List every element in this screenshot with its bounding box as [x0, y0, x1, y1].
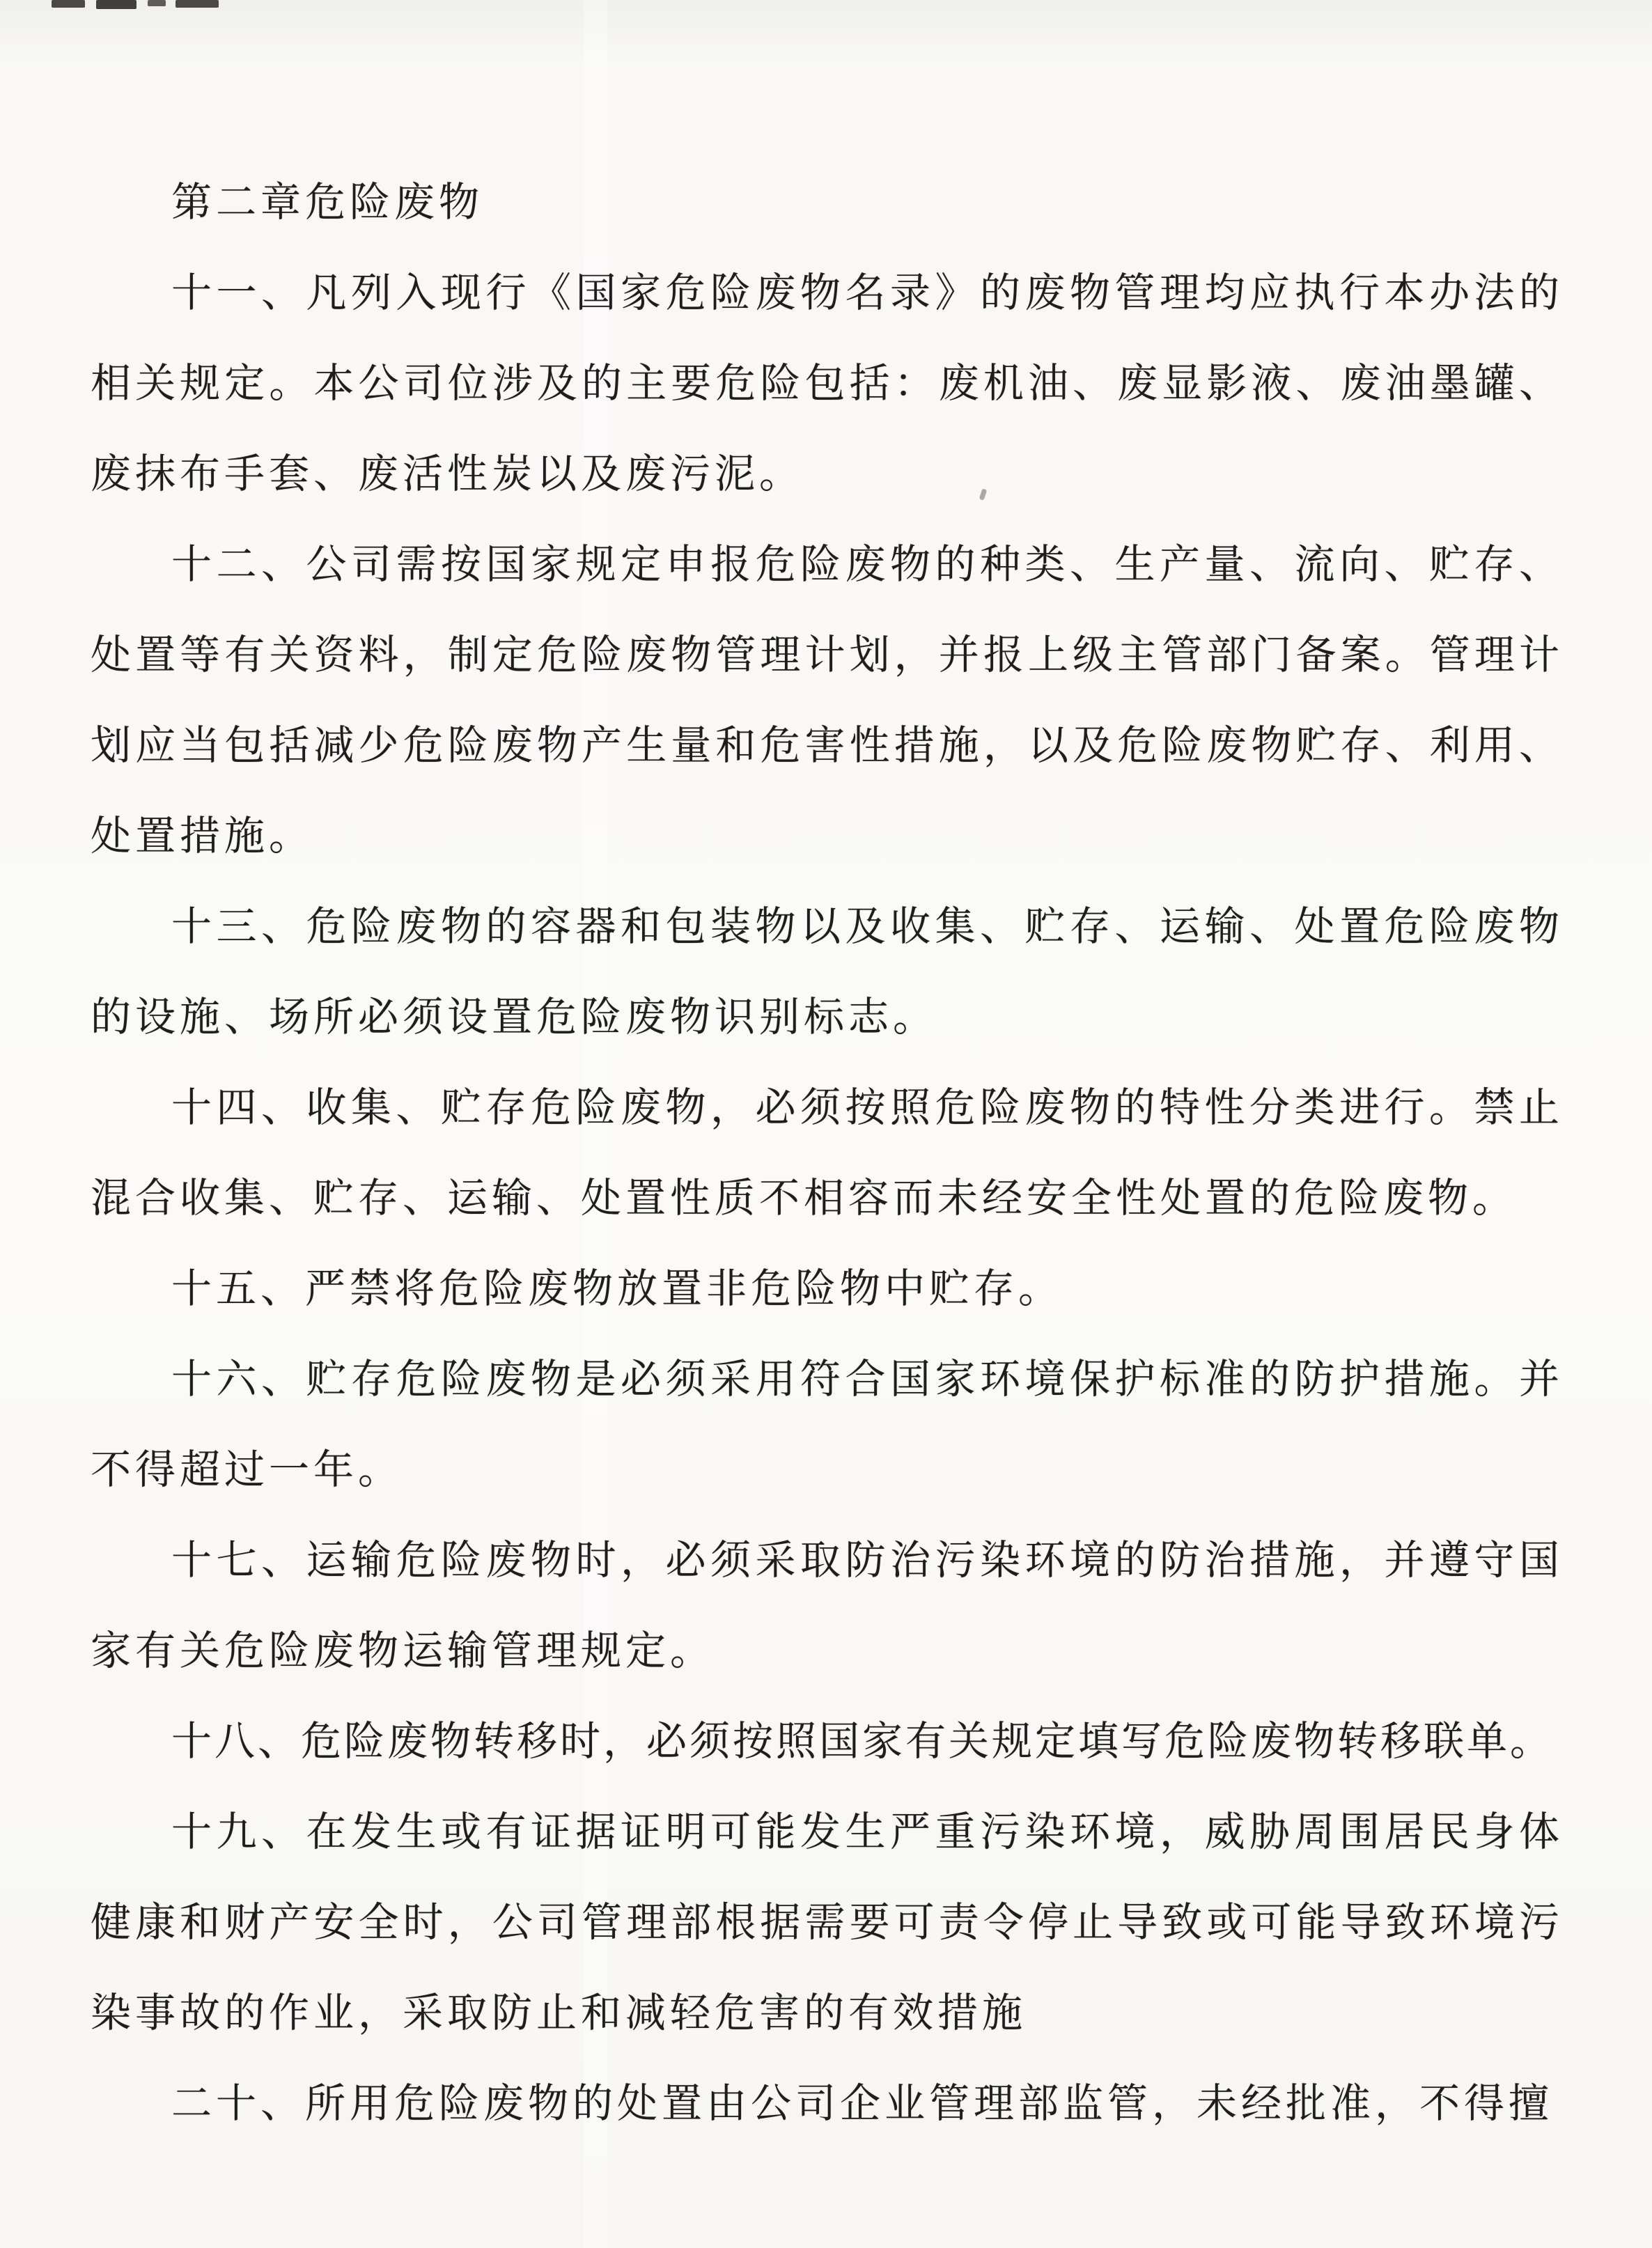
scan-artifact-top — [176, 0, 219, 8]
paragraph-16: 十六、贮存危险废物是必须采用符合国家环境保护标准的防护措施。并不得超过一年。 — [91, 1357, 1564, 1492]
paragraph-15: 十五、严禁将危险废物放置非危险物中贮存。 — [171, 1266, 1063, 1311]
paragraph-19: 十九、在发生或有证据证明可能发生严重污染环境，威胁周围居民身体健康和财产安全时，公司管理部根据需要可责令停止导致或可能导致环境污染事故的作业，采取防止和减轻危害的有效措施 — [91, 1809, 1564, 2036]
paragraph-20: 二十、所用危险废物的处置由公司企业管理部监管，未经批准，不得擅 — [171, 2081, 1554, 2126]
scan-artifact-top — [96, 0, 137, 9]
paragraph-14: 十四、收集、贮存危险废物，必须按照危险废物的特性分类进行。禁止混合收集、贮存、运输、处置性质不相容而未经安全性处置的危险废物。 — [91, 1085, 1564, 1221]
scan-artifact-top — [52, 0, 85, 8]
document-body — [0, 157, 1652, 2149]
scan-artifact-top — [148, 0, 166, 6]
paragraph-13: 十三、危险废物的容器和包装物以及收集、贮存、运输、处置危险废物的设施、场所必须设置危险废物识别标志。 — [91, 904, 1564, 1040]
paragraph-12: 十二、公司需按国家规定申报危险废物的种类、生产量、流向、贮存、处置等有关资料，制定危险废物管理计划，并报上级主管部门备案。管理计划应当包括减少危险废物产生量和危害性措施，以及危险废物贮存、利用、处置措施。 — [91, 542, 1564, 859]
paragraph-11: 十一、凡列入现行《国家危险废物名录》的废物管理均应执行本办法的相关规定。本公司位涉及的主要危险包括：废机油、废显影液、废油墨罐、废抹布手套、废活性炭以及废污泥。 — [91, 270, 1564, 497]
chapter-heading: 第二章危险废物 — [171, 180, 484, 225]
paragraph-18: 十八、危险废物转移时，必须按照国家有关规定填写危险废物转移联单。 — [171, 1719, 1554, 1764]
paragraph-17: 十七、运输危险废物时，必须采取防治污染环境的防治措施，并遵守国家有关危险废物运输管理规定。 — [91, 1538, 1564, 1673]
